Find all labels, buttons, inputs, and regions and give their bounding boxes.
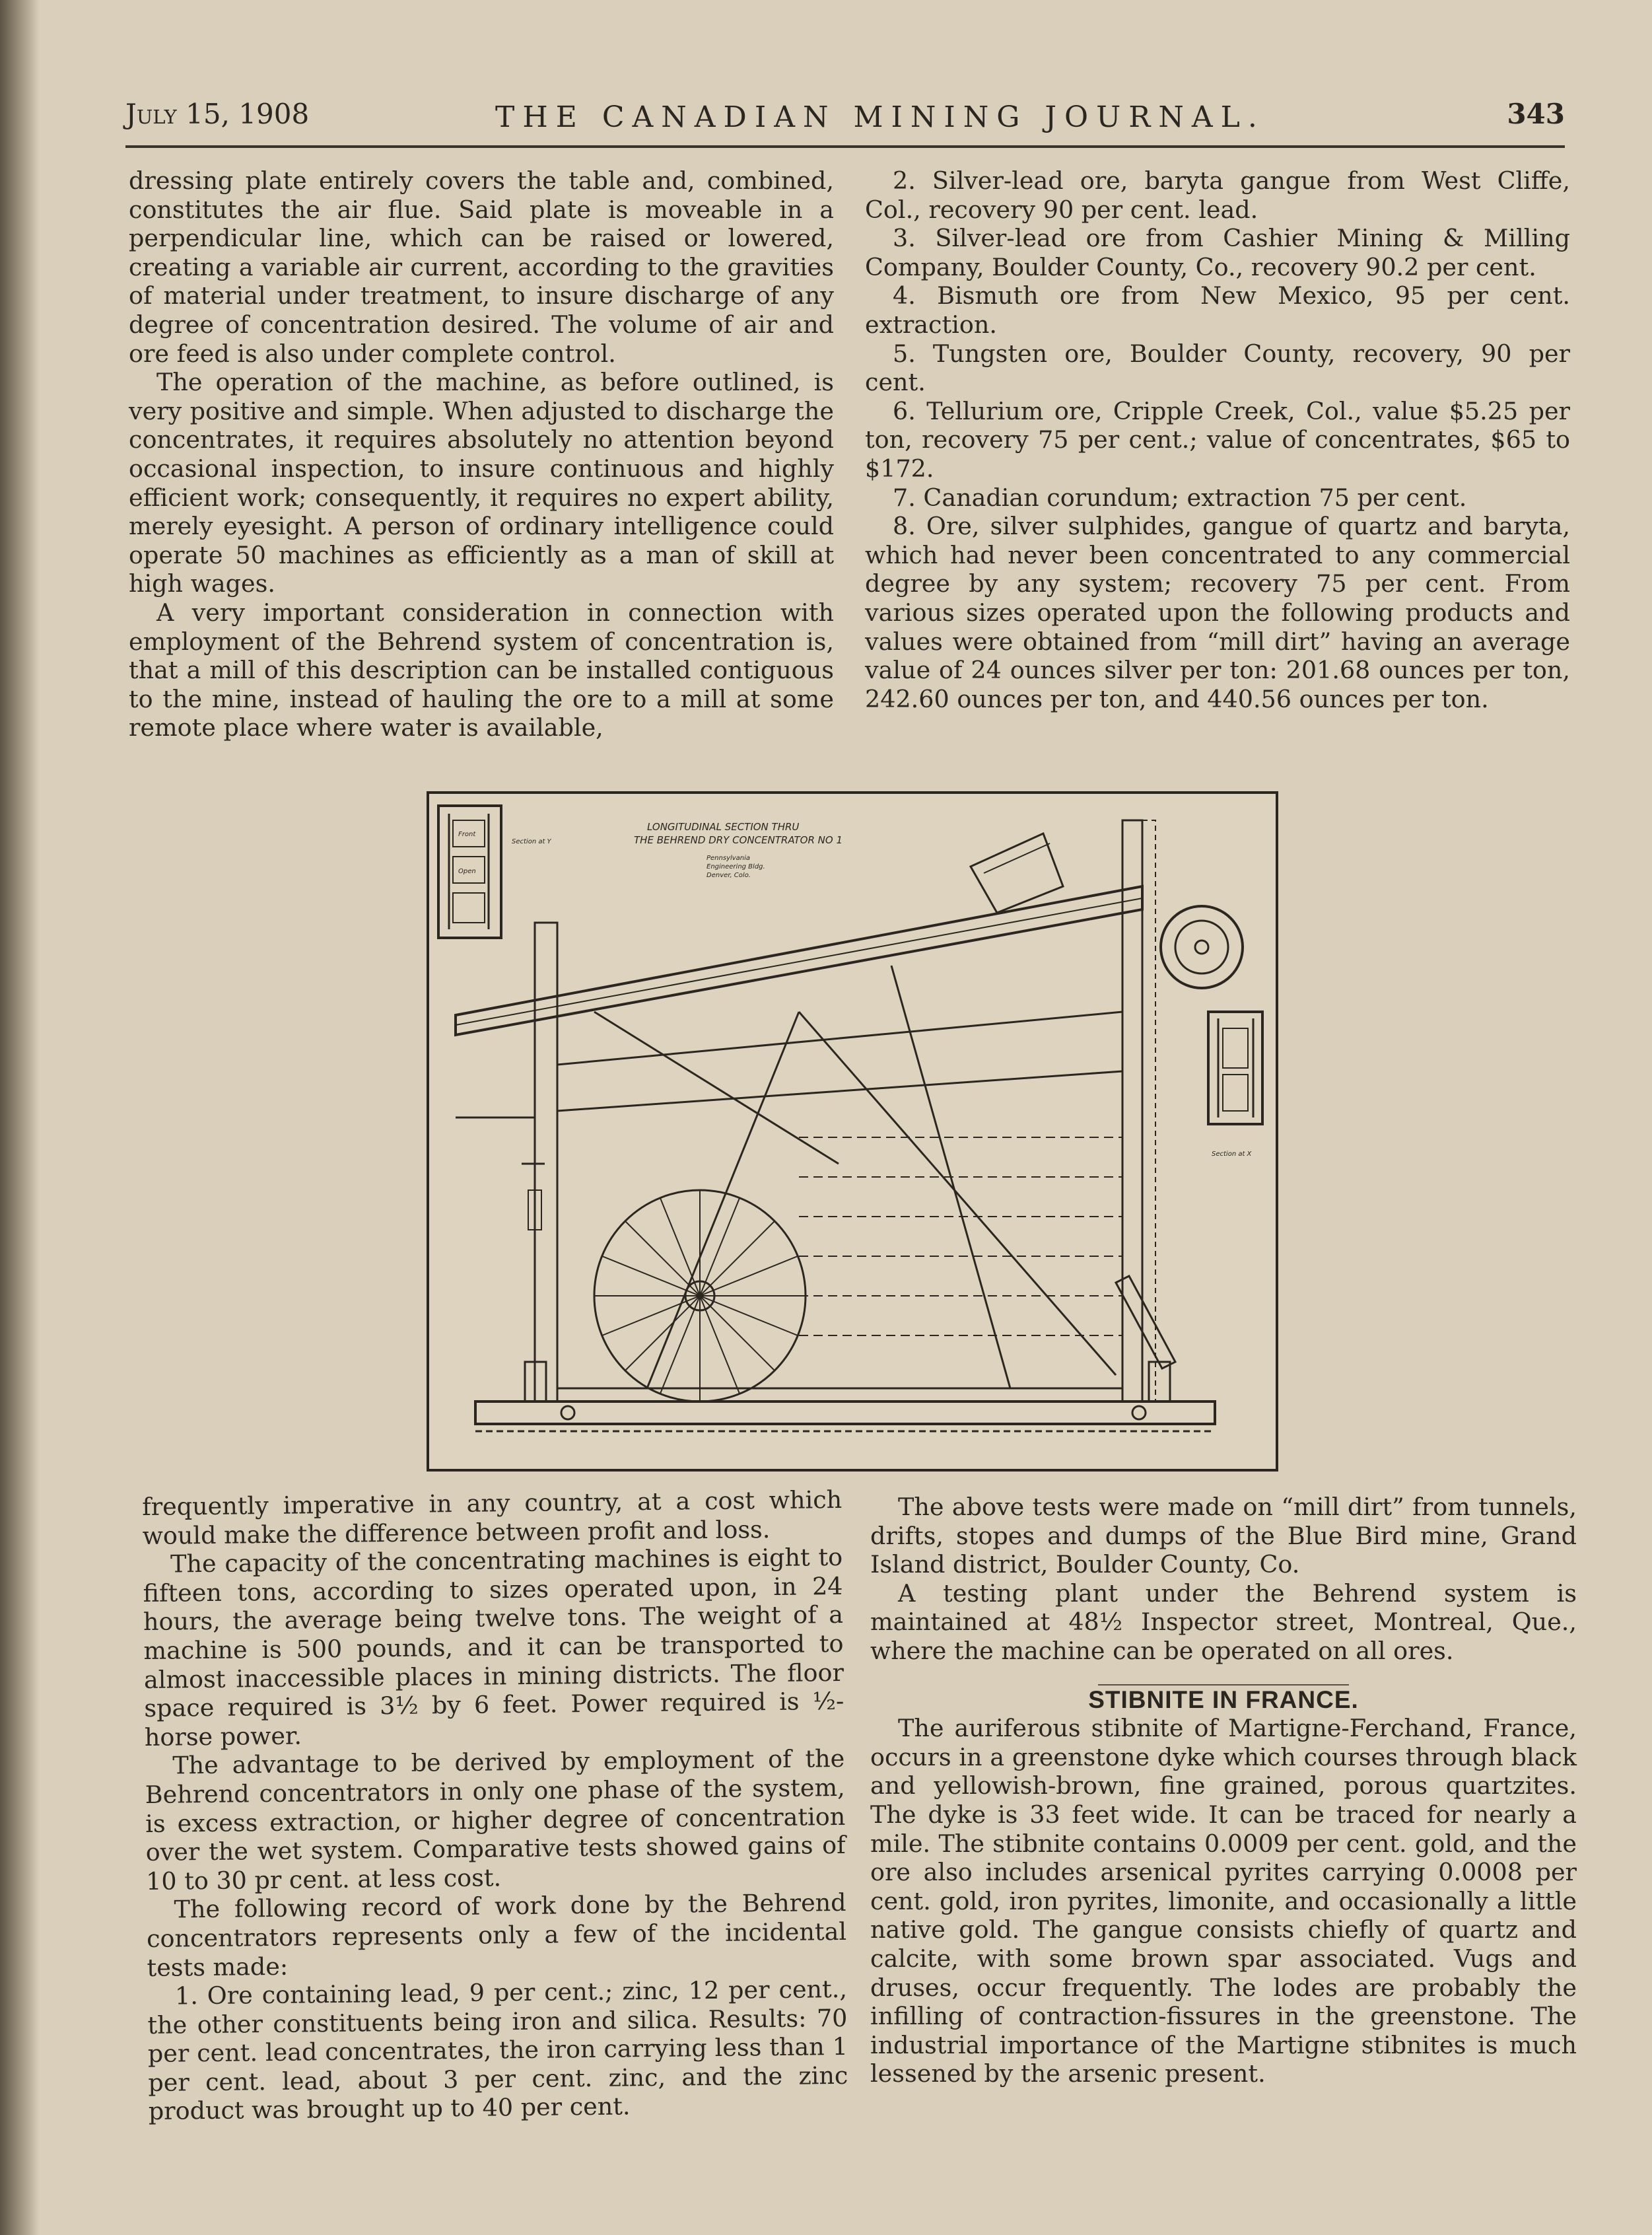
- test-result-item: 5. Tungsten ore, Boulder County, recovery, 90 per cent.: [865, 339, 1570, 397]
- test-result-item: 4. Bismuth ore from New Mexico, 95 per cent. extraction.: [865, 281, 1570, 339]
- right-column-top: [865, 166, 1570, 713]
- section-title: STIBNITE IN FRANCE.: [1088, 1685, 1359, 1713]
- maker-line-3: Denver, Colo.: [706, 872, 751, 879]
- label-open: Open: [458, 868, 476, 875]
- machine-base: [475, 1401, 1215, 1424]
- concentrator-drawing-svg: [429, 794, 1276, 1469]
- paragraph: The operation of the machine, as before outlined, is very positive and simple. When adjusted to discharge the concentrates, it requires absolutely no attention beyond occasional inspection, to insure continuous and highly efficient work; consequently, it requires no expert ability, merely eyesight. A person of ordinary intelligence could operate 50 machines as efficiently as a man of skill at high wages.: [129, 368, 834, 598]
- label-front: Front: [458, 831, 476, 838]
- test-result-item: 6. Tellurium ore, Cripple Creek, Col., value $5.25 per ton, recovery 75 per cent.; value of concentrates, $65 to $172.: [865, 396, 1570, 483]
- test-result-item: 3. Silver-lead ore from Cashier Mining & Milling Company, Boulder County, Co., recovery 90.2 per cent.: [865, 224, 1570, 281]
- right-column-bottom: [870, 1493, 1577, 2088]
- paragraph: The auriferous stibnite of Martigne-Ferchand, France, occurs in a greenstone dyke which courses through black and yellowish-brown, fine grained, porous quartzites. The dyke is 33 feet wide. It can be traced for nearly a mile. The stibnite contains 0.0009 per cent. gold, and the ore also includes arsenical pyrites carrying 0.0008 per cent. gold, iron pyrites, limonite, and occasionally a little native gold. The gangue consists chiefly of quartz and calcite, with some brown spar associated. Vugs and druses, occur frequently. The lodes are probably the infilling of contraction-fissures in the greenstone. The industrial importance of the Martigne stibnites is much lessened by the arsenic present.: [870, 1714, 1577, 2088]
- left-post: [535, 923, 557, 1401]
- maker-line-2: Engineering Bldg.: [706, 863, 765, 870]
- label-section-y: Section at Y: [512, 838, 551, 845]
- paragraph: A very important consideration in connection with employment of the Behrend system of concentration is, that a mill of this description can be installed contiguous to the mine, instead of hauling the ore to a mill at some remote place where water is available,: [129, 598, 834, 742]
- test-result-item: 1. Ore containing lead, 9 per cent.; zinc, 12 per cent., the other constituents being iron and silica. Results: 70 per cent. lead concentrates, the iron carrying less than 1 per cent. lead, about 3 per cent. zinc, and the zinc product was brought up to 40 per cent.: [147, 1974, 848, 2126]
- paragraph: The following record of work done by the Behrend concentrators represents only a few of the incidental tests made:: [146, 1888, 847, 1982]
- paragraph: The advantage to be derived by employment of the Behrend concentrators in only one phase of the system, is excess extraction, or higher degree of concentration over the wet system. Comparative tests showed gains of 10 to 30 pr cent. at less cost.: [145, 1744, 846, 1896]
- left-column-top: [129, 166, 834, 742]
- paragraph: dressing plate entirely covers the table and, combined, constitutes the air flue. Said plate is moveable in a perpendicular line, which can be raised or lowered, creating a variable air current, according to the gravities of material under treatment, to insure discharge of any degree of concentration desired. The volume of air and ore feed is also under complete control.: [129, 166, 834, 368]
- paragraph: frequently imperative in any country, at a cost which would make the difference between profit and loss.: [142, 1485, 843, 1550]
- drawing-title-1: LONGITUDINAL SECTION THRU: [647, 821, 800, 833]
- concentrator-drawing: [427, 791, 1278, 1472]
- test-result-item: 2. Silver-lead ore, baryta gangue from West Cliffe, Col., recovery 90 per cent. lead.: [865, 166, 1570, 224]
- paragraph: A testing plant under the Behrend system is maintained at 48½ Inspector street, Montreal, Que., where the machine can be operated on all ores.: [870, 1579, 1577, 1665]
- discharge-spout: [1116, 1276, 1175, 1368]
- test-result-item: 8. Ore, silver sulphides, gangue of quartz and baryta, which had never been concentrated to any commercial degree by any system; recovery 75 per cent. From various sizes operated upon the following products and values were obtained from “mill dirt” having an average value of 24 ounces silver per ton: 201.68 ounces per ton, 242.60 ounces per ton, and 440.56 ounces per ton.: [865, 512, 1570, 713]
- issue-date: July 15, 1908: [125, 98, 310, 130]
- drawing-title-2: THE BEHREND DRY CONCENTRATOR NO 1: [634, 834, 843, 846]
- label-section-x: Section at X: [1212, 1151, 1252, 1158]
- journal-title: THE CANADIAN MINING JOURNAL.: [495, 100, 1265, 134]
- left-column-bottom: [142, 1485, 848, 2126]
- test-result-item: 7. Canadian corundum; extraction 75 per cent.: [893, 483, 1467, 512]
- maker-line-1: Pennsylvania: [706, 855, 751, 862]
- page-binding-shadow: [0, 0, 40, 2235]
- paragraph: The above tests were made on “mill dirt” from tunnels, drifts, stopes and dumps of the Blue Bird mine, Grand Island district, Boulder County, Co.: [870, 1493, 1577, 1579]
- paragraph: The capacity of the concentrating machines is eight to fifteen tons, according to sizes operated upon, in 24 hours, the average being twelve tons. The weight of a machine is 500 pounds, and it can be transported to almost inaccessible places in mining districts. The floor space required is 3½ by 6 feet. Power required is ½-horse power.: [143, 1543, 844, 1752]
- drive-wheel: [1161, 906, 1243, 988]
- page-number: 343: [1507, 98, 1565, 130]
- page-header: [125, 92, 1565, 148]
